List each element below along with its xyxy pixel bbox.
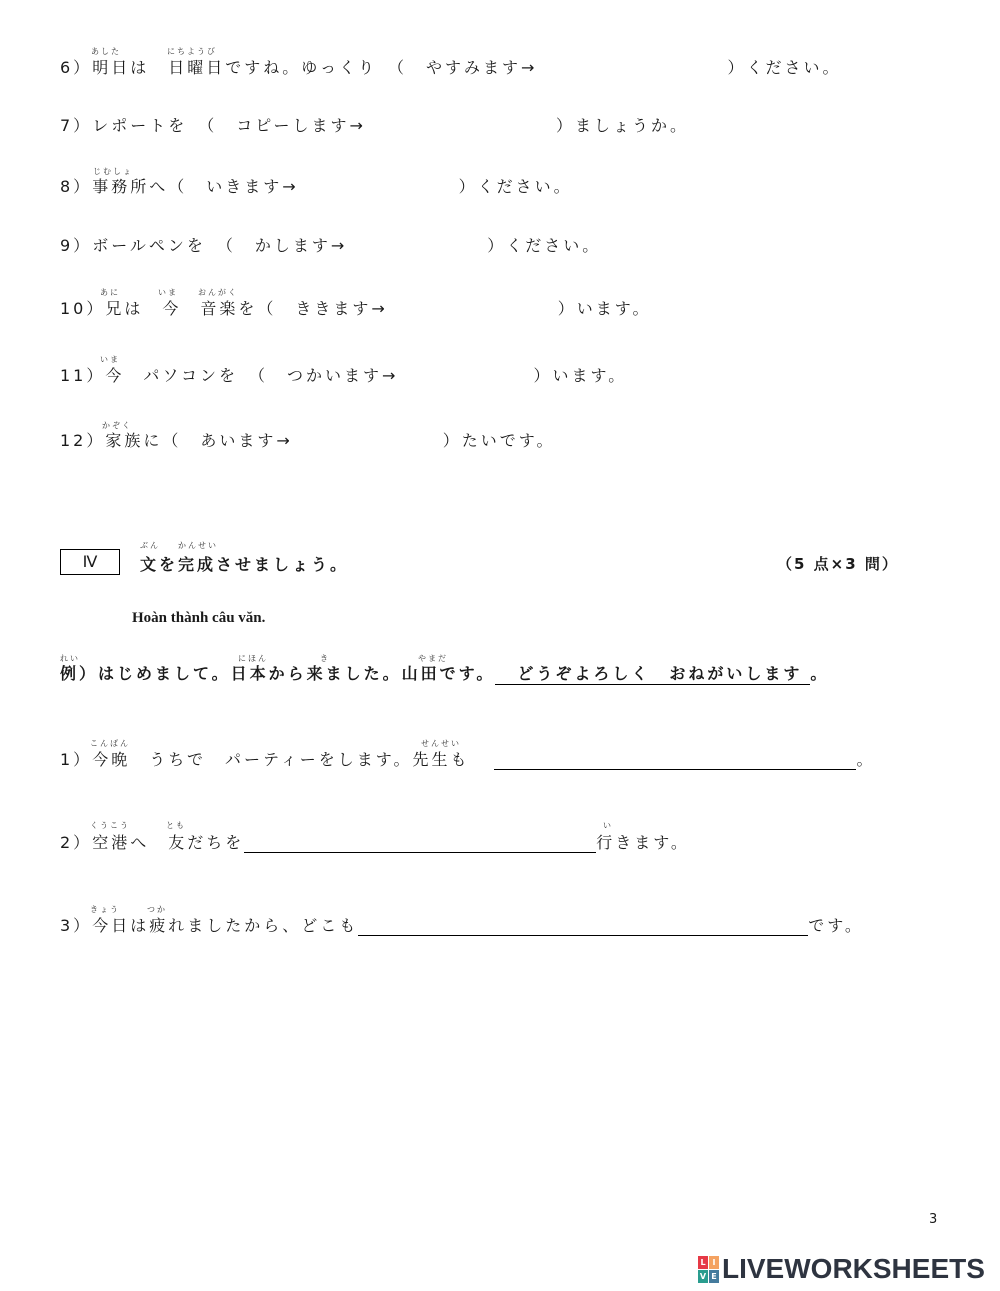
section-points: （5 点×3 問）	[777, 555, 899, 573]
furigana: いま	[158, 288, 178, 297]
item-ending: ）ください。	[487, 236, 602, 255]
exercise-item-11	[60, 366, 627, 386]
answer-line[interactable]	[358, 915, 808, 936]
item-number: 11）	[60, 366, 106, 385]
example-prefix: 例）はじめまして。日本から来ました。山田です。	[60, 664, 496, 683]
item-ending: ）ましょうか。	[555, 116, 689, 135]
sentence-item-1	[60, 749, 875, 770]
item-text: 事務所へ（ いきます→	[92, 177, 299, 196]
item-ending: 。	[856, 750, 876, 769]
item-text: 兄は 今 音楽を（ ききます→	[105, 299, 388, 318]
exercise-item-8	[60, 177, 573, 197]
item-number: 2）	[60, 833, 93, 852]
furigana: こんばん	[90, 739, 130, 748]
item-ending: ）います。	[557, 299, 652, 318]
sentence-item-3	[60, 915, 864, 936]
item-number: 6）	[60, 58, 93, 77]
item-number: 1）	[60, 750, 93, 769]
exercise-item-7	[60, 116, 689, 136]
furigana: きょう	[90, 905, 120, 914]
item-ending: ）ください。	[458, 177, 573, 196]
item-text: 空港へ 友だちを	[92, 833, 245, 852]
item-number: 7）	[60, 116, 93, 135]
example-suffix: 。	[810, 664, 830, 683]
exercise-item-9	[60, 236, 601, 256]
furigana: い	[603, 821, 613, 830]
furigana: やまだ	[418, 654, 448, 663]
answer-line[interactable]	[494, 749, 856, 770]
item-text: ボールペンを （ かします→	[92, 236, 348, 255]
item-text: 今日は疲れましたから、どこも	[92, 916, 359, 935]
vietnamese-instruction: Hoàn thành câu văn.	[132, 610, 266, 626]
exercise-item-12	[60, 431, 556, 451]
exercise-item-6	[60, 58, 841, 78]
furigana: れい	[60, 654, 80, 663]
item-ending: ）たいです。	[442, 431, 556, 450]
furigana: じむしょ	[93, 167, 133, 176]
furigana: くうこう	[90, 821, 130, 830]
page-number: 3	[929, 1212, 938, 1227]
section-title: 文を完成させましょう。	[140, 555, 350, 574]
liveworksheets-logo	[698, 1255, 985, 1283]
answer-line[interactable]	[244, 832, 596, 853]
furigana: おんがく	[198, 288, 238, 297]
furigana: せんせい	[421, 739, 461, 748]
example-sentence	[60, 664, 829, 685]
furigana: き	[320, 654, 330, 663]
item-number: 9）	[60, 236, 93, 255]
item-text: 明日は 日曜日ですね。ゆっくり （ やすみます→	[92, 58, 538, 77]
logo-mark-letter: I	[709, 1256, 719, 1269]
logo-mark-letter: E	[709, 1270, 719, 1283]
item-number: 8）	[60, 177, 93, 196]
furigana: にほん	[238, 654, 268, 663]
furigana: かんせい	[178, 541, 218, 550]
item-ending: ）ください。	[727, 58, 842, 77]
furigana: かぞく	[102, 421, 132, 430]
item-ending: ）います。	[533, 366, 628, 385]
furigana: あした	[91, 47, 121, 56]
item-ending: 行きます。	[596, 833, 690, 852]
sentence-item-2	[60, 832, 690, 853]
furigana: つか	[147, 905, 167, 914]
item-text: 今晩 うちで パーティーをします。先生も	[92, 750, 489, 769]
logo-mark-icon	[698, 1256, 718, 1282]
example-answer: どうぞよろしく おねがいします	[495, 664, 810, 685]
furigana: ぶん	[140, 541, 160, 550]
item-text: 今 パソコンを （ つかいます→	[105, 366, 399, 385]
exercise-item-10	[60, 299, 652, 319]
furigana: にちようび	[167, 47, 217, 56]
section-number-box: Ⅳ	[60, 549, 120, 575]
furigana: とも	[166, 821, 186, 830]
furigana: いま	[100, 355, 120, 364]
item-number: 10）	[60, 299, 106, 318]
logo-mark-letter: L	[698, 1256, 708, 1269]
item-number: 3）	[60, 916, 93, 935]
item-text: 家族に（ あいます→	[105, 431, 293, 450]
logo-text: LIVEWORKSHEETS	[722, 1253, 985, 1284]
logo-mark-letter: V	[699, 1272, 707, 1281]
item-text: レポートを （ コピーします→	[92, 116, 366, 135]
furigana: あに	[100, 288, 120, 297]
item-number: 12）	[60, 431, 106, 450]
item-ending: です。	[808, 916, 864, 935]
